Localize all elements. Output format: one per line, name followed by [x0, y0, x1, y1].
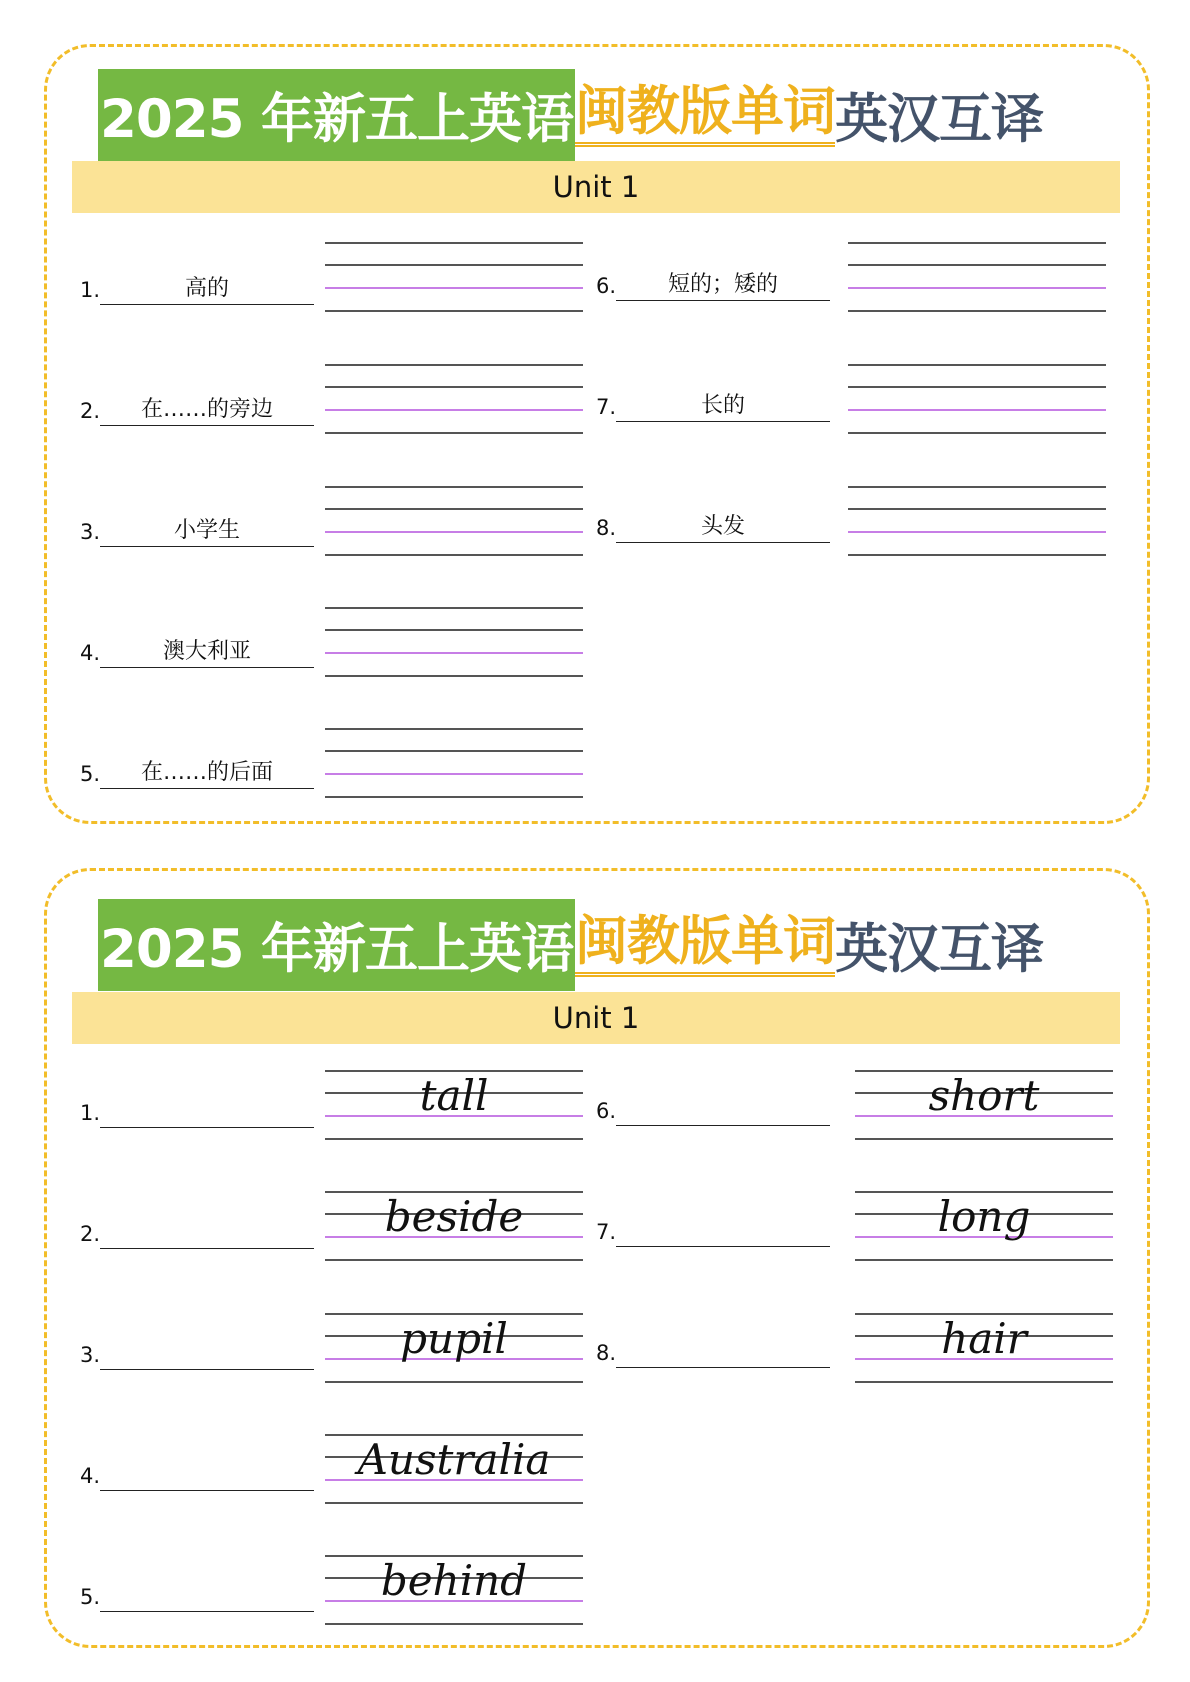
- answer-blank[interactable]: [100, 518, 314, 547]
- item-number: 3.: [80, 520, 101, 544]
- page-title: [98, 69, 1043, 161]
- unit-header: Unit 1: [72, 992, 1120, 1044]
- item-number: 8.: [596, 516, 617, 540]
- item-number: 7.: [596, 1220, 617, 1244]
- chinese-word: 头发: [700, 514, 745, 539]
- answer-blank[interactable]: [100, 397, 314, 426]
- chinese-word: 高的: [184, 276, 229, 301]
- english-word: long: [937, 1192, 1031, 1241]
- unit-header: Unit 1: [72, 161, 1120, 213]
- writing-lines[interactable]: [325, 607, 583, 677]
- writing-lines[interactable]: [325, 728, 583, 798]
- title-yellow-segment: 闽教版单词: [575, 913, 835, 976]
- item-number: 8.: [596, 1341, 617, 1365]
- item-number: 2.: [80, 1222, 101, 1246]
- item-number: 2.: [80, 399, 101, 423]
- answer-blank[interactable]: [616, 272, 830, 301]
- answer-blank[interactable]: [100, 1099, 314, 1128]
- title-green-segment: 2025 年新五上英语: [100, 89, 573, 150]
- writing-lines[interactable]: [848, 364, 1106, 434]
- english-word: hair: [941, 1314, 1027, 1363]
- english-word: pupil: [400, 1314, 508, 1363]
- writing-lines[interactable]: [848, 242, 1106, 312]
- title-yellow-segment: 闽教版单词: [575, 83, 835, 146]
- answer-blank[interactable]: [100, 1220, 314, 1249]
- writing-lines[interactable]: [325, 1434, 583, 1504]
- answer-blank[interactable]: [616, 1218, 830, 1247]
- item-number: 6.: [596, 274, 617, 298]
- answer-blank[interactable]: [100, 760, 314, 789]
- chinese-word: 在……的旁边: [140, 397, 273, 422]
- writing-lines[interactable]: [325, 364, 583, 434]
- chinese-word: 长的: [700, 393, 745, 418]
- writing-lines[interactable]: [325, 1555, 583, 1625]
- english-word: tall: [419, 1071, 489, 1120]
- item-number: 1.: [80, 1101, 101, 1125]
- english-word: short: [928, 1071, 1040, 1120]
- answer-blank[interactable]: [100, 1341, 314, 1370]
- writing-lines[interactable]: [855, 1070, 1113, 1140]
- english-word: beside: [384, 1192, 524, 1241]
- title-green-segment: 2025 年新五上英语: [100, 919, 573, 980]
- item-number: 5.: [80, 762, 101, 786]
- chinese-word: 澳大利亚: [162, 639, 251, 664]
- writing-lines[interactable]: [325, 486, 583, 556]
- english-word: behind: [380, 1556, 528, 1605]
- writing-lines[interactable]: [325, 1313, 583, 1383]
- writing-lines[interactable]: [855, 1313, 1113, 1383]
- writing-lines[interactable]: [325, 242, 583, 312]
- item-number: 4.: [80, 641, 101, 665]
- title-slate-segment: 英汉互译: [834, 89, 1043, 150]
- answer-blank[interactable]: [100, 276, 314, 305]
- item-number: 7.: [596, 395, 617, 419]
- answer-blank[interactable]: [616, 1097, 830, 1126]
- title-slate-segment: 英汉互译: [834, 919, 1043, 980]
- answer-blank[interactable]: [616, 1339, 830, 1368]
- item-number: 1.: [80, 278, 101, 302]
- chinese-word: 在……的后面: [140, 760, 273, 785]
- writing-lines[interactable]: [325, 1191, 583, 1261]
- item-number: 4.: [80, 1464, 101, 1488]
- item-number: 5.: [80, 1585, 101, 1609]
- writing-lines[interactable]: [855, 1191, 1113, 1261]
- page-title: [98, 899, 1043, 991]
- answer-blank[interactable]: [100, 1583, 314, 1612]
- answer-blank[interactable]: [100, 639, 314, 668]
- english-word: Australia: [357, 1435, 551, 1484]
- item-number: 3.: [80, 1343, 101, 1367]
- writing-lines[interactable]: [848, 486, 1106, 556]
- answer-blank[interactable]: [100, 1462, 314, 1491]
- answer-blank[interactable]: [616, 393, 830, 422]
- chinese-word: 短的；矮的: [667, 272, 778, 297]
- chinese-word: 小学生: [173, 518, 240, 543]
- item-number: 6.: [596, 1099, 617, 1123]
- answer-blank[interactable]: [616, 514, 830, 543]
- writing-lines[interactable]: [325, 1070, 583, 1140]
